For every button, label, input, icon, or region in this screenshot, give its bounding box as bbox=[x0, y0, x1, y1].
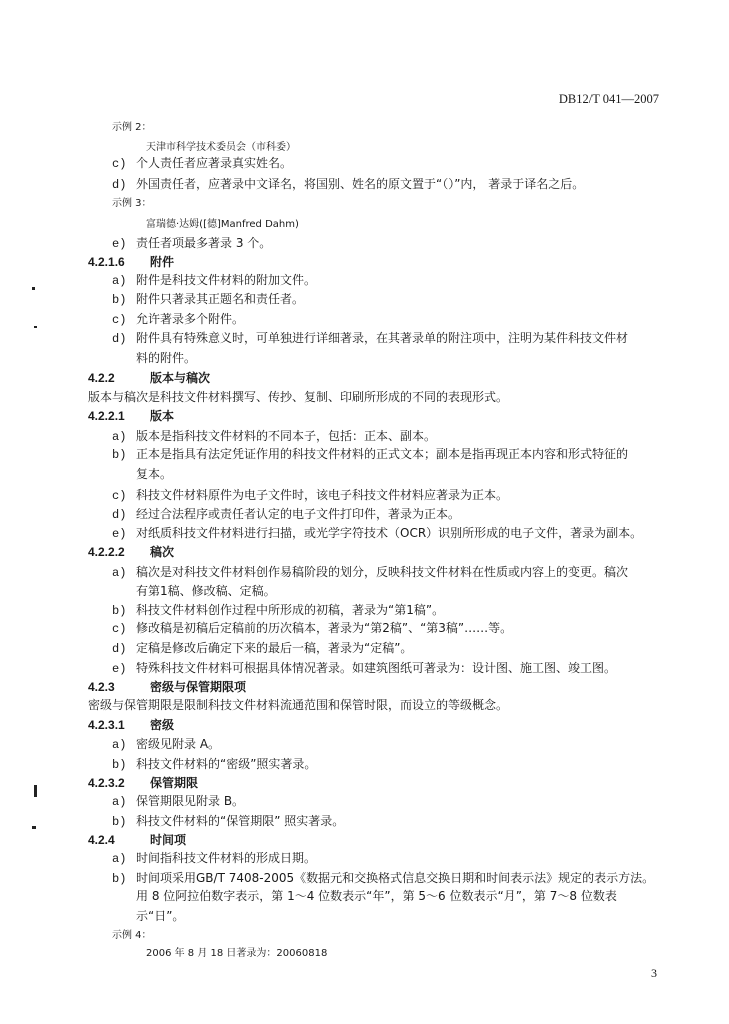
list-item-text: 对纸质科技文件材料进行扫描，或光学字符技术（OCR）识别所形成的电子文件，著录为副本。 bbox=[136, 526, 643, 540]
section-number: 4.2.3.2 bbox=[88, 776, 125, 790]
list-item-text: 允许著录多个附件。 bbox=[136, 312, 245, 326]
list-item-text: 保管期限见附录 B。 bbox=[136, 794, 245, 808]
scan-speck bbox=[34, 785, 37, 797]
list-item bbox=[112, 428, 436, 445]
list-item-text: 外国责任者，应著录中文译名，将国别、姓名的原文置于“（）”内， 著录于译名之后。 bbox=[136, 177, 585, 191]
list-marker: c) bbox=[112, 157, 127, 171]
section-number: 4.2.2.1 bbox=[88, 409, 125, 423]
example-label: 示例 2： bbox=[112, 122, 152, 133]
list-item bbox=[112, 870, 654, 887]
list-marker: d) bbox=[112, 178, 127, 192]
section-title: 版本与稿次 bbox=[150, 371, 211, 385]
list-item bbox=[112, 272, 316, 289]
example-text: 富瑞德·达姆([德]Manfred Dahm) bbox=[146, 219, 299, 230]
section-title: 密级与保管期限项 bbox=[150, 680, 247, 694]
list-item-text: 特殊科技文件材料可根据具体情况著录。如建筑图纸可著录为：设计图、施工图、竣工图。 bbox=[136, 661, 617, 675]
list-marker: b) bbox=[112, 448, 127, 462]
list-marker: b) bbox=[112, 758, 127, 772]
section-number: 4.2.3.1 bbox=[88, 718, 125, 732]
list-item-text: 科技文件材料创作过程中所形成的初稿，著录为“第1稿”。 bbox=[136, 603, 445, 617]
list-marker: d) bbox=[112, 642, 127, 656]
continuation-line: 有第1稿、修改稿、定稿。 bbox=[136, 584, 276, 598]
section-title: 密级 bbox=[150, 718, 175, 732]
example-text: 2006 年 8 月 18 日著录为：20060818 bbox=[146, 948, 328, 959]
list-marker: b) bbox=[112, 604, 127, 618]
list-item-text: 责任者项最多著录 3 个。 bbox=[136, 236, 272, 250]
section-number: 4.2.2 bbox=[88, 371, 115, 385]
scan-speck bbox=[32, 287, 35, 290]
paragraph: 版本与稿次是科技文件材料撰写、传抄、复制、印刷所形成的不同的表现形式。 bbox=[88, 390, 509, 404]
list-item bbox=[112, 660, 616, 677]
list-marker: c) bbox=[112, 313, 127, 327]
list-marker: a) bbox=[112, 795, 127, 809]
section-heading bbox=[88, 544, 174, 560]
list-item bbox=[112, 176, 584, 193]
example-text: 天津市科学技术委员会（市科委） bbox=[146, 142, 296, 153]
example-label: 示例 4： bbox=[112, 930, 152, 941]
section-title: 时间项 bbox=[150, 833, 187, 847]
list-item bbox=[112, 850, 316, 867]
continuation-line: 复本。 bbox=[136, 467, 173, 481]
paragraph: 密级与保管期限是限制科技文件材料流通范围和保管时限，而设立的等级概念。 bbox=[88, 698, 509, 712]
list-item bbox=[112, 793, 244, 810]
list-marker: a) bbox=[112, 852, 127, 866]
list-item-text: 附件具有特殊意义时，可单独进行详细著录，在其著录单的附注项中，注明为某件科技文件材 bbox=[136, 331, 629, 345]
section-number: 4.2.1.6 bbox=[88, 255, 125, 269]
list-item bbox=[112, 756, 316, 773]
list-item-text: 稿次是对科技文件材料创作易稿阶段的划分，反映科技文件材料在性质或内容上的变更。稿次 bbox=[136, 565, 629, 579]
list-item-text: 版本是指科技文件材料的不同本子，包括：正本、副本。 bbox=[136, 429, 437, 443]
section-heading bbox=[88, 408, 174, 424]
list-item-text: 时间项采用GB/T 7408-2005《数据元和交换格式信息交换日期和时间表示法》规定的表示方法。 bbox=[136, 871, 655, 885]
section-title: 稿次 bbox=[150, 545, 175, 559]
section-heading bbox=[88, 775, 198, 791]
section-title: 保管期限 bbox=[150, 776, 199, 790]
list-item bbox=[112, 330, 628, 347]
example-label: 示例 3： bbox=[112, 198, 152, 209]
list-item-text: 科技文件材料的“密级”照实著录。 bbox=[136, 757, 317, 771]
list-marker: b) bbox=[112, 872, 127, 886]
section-title: 附件 bbox=[150, 255, 175, 269]
list-marker: e) bbox=[112, 662, 127, 676]
list-item bbox=[112, 155, 292, 172]
continuation-line: 用 8 位阿拉伯数字表示，第 1～4 位数表示“年”，第 5～6 位数表示“月”，第 7～8 位数表 bbox=[136, 889, 617, 903]
section-heading bbox=[88, 254, 174, 270]
list-item-text: 密级见附录 A。 bbox=[136, 737, 221, 751]
section-number: 4.2.2.2 bbox=[88, 545, 125, 559]
list-marker: e) bbox=[112, 237, 127, 251]
list-marker: b) bbox=[112, 815, 127, 829]
list-item bbox=[112, 235, 271, 252]
scan-speck bbox=[32, 826, 36, 829]
list-item bbox=[112, 640, 412, 657]
list-item-text: 定稿是修改后确定下来的最后一稿，著录为“定稿”。 bbox=[136, 641, 413, 655]
continuation-line: 示“日”。 bbox=[136, 909, 185, 923]
list-item bbox=[112, 736, 220, 753]
list-item-text: 个人责任者应著录真实姓名。 bbox=[136, 156, 293, 170]
document-code: DB12/T 041—2007 bbox=[558, 92, 659, 106]
list-item-text: 经过合法程序或责任者认定的电子文件打印件，著录为正本。 bbox=[136, 507, 461, 521]
list-item bbox=[112, 602, 444, 619]
list-item bbox=[112, 525, 642, 542]
section-heading bbox=[88, 832, 186, 848]
section-heading bbox=[88, 679, 246, 695]
list-item-text: 科技文件材料的“保管期限” 照实著录。 bbox=[136, 814, 345, 828]
continuation-line: 料的附件。 bbox=[136, 351, 197, 365]
list-item bbox=[112, 291, 304, 308]
list-item bbox=[112, 506, 460, 523]
list-marker: b) bbox=[112, 293, 127, 307]
section-heading bbox=[88, 717, 174, 733]
list-marker: d) bbox=[112, 508, 127, 522]
section-number: 4.2.3 bbox=[88, 680, 115, 694]
list-marker: a) bbox=[112, 430, 127, 444]
section-number: 4.2.4 bbox=[88, 833, 115, 847]
list-marker: a) bbox=[112, 274, 127, 288]
list-item bbox=[112, 564, 628, 581]
list-marker: a) bbox=[112, 566, 127, 580]
list-marker: c) bbox=[112, 622, 127, 636]
list-item-text: 附件是科技文件材料的附加文件。 bbox=[136, 273, 317, 287]
list-item bbox=[112, 446, 628, 463]
section-heading bbox=[88, 370, 210, 386]
list-item bbox=[112, 813, 344, 830]
list-item bbox=[112, 311, 244, 328]
list-item-text: 附件只著录其正题名和责任者。 bbox=[136, 292, 305, 306]
list-item-text: 修改稿是初稿后定稿前的历次稿本，著录为“第2稿”、“第3稿”……等。 bbox=[136, 621, 513, 635]
scan-speck bbox=[34, 326, 37, 328]
list-marker: d) bbox=[112, 332, 127, 346]
page-number: 3 bbox=[651, 966, 657, 980]
list-item-text: 正本是指具有法定凭证作用的科技文件材料的正式文本；副本是指再现正本内容和形式特征的 bbox=[136, 447, 629, 461]
list-marker: c) bbox=[112, 489, 127, 503]
list-marker: a) bbox=[112, 738, 127, 752]
list-item-text: 科技文件材料原件为电子文件时，该电子科技文件材料应著录为正本。 bbox=[136, 488, 509, 502]
list-item-text: 时间指科技文件材料的形成日期。 bbox=[136, 851, 317, 865]
section-title: 版本 bbox=[150, 409, 175, 423]
list-marker: e) bbox=[112, 527, 127, 541]
list-item bbox=[112, 620, 512, 637]
list-item bbox=[112, 487, 508, 504]
